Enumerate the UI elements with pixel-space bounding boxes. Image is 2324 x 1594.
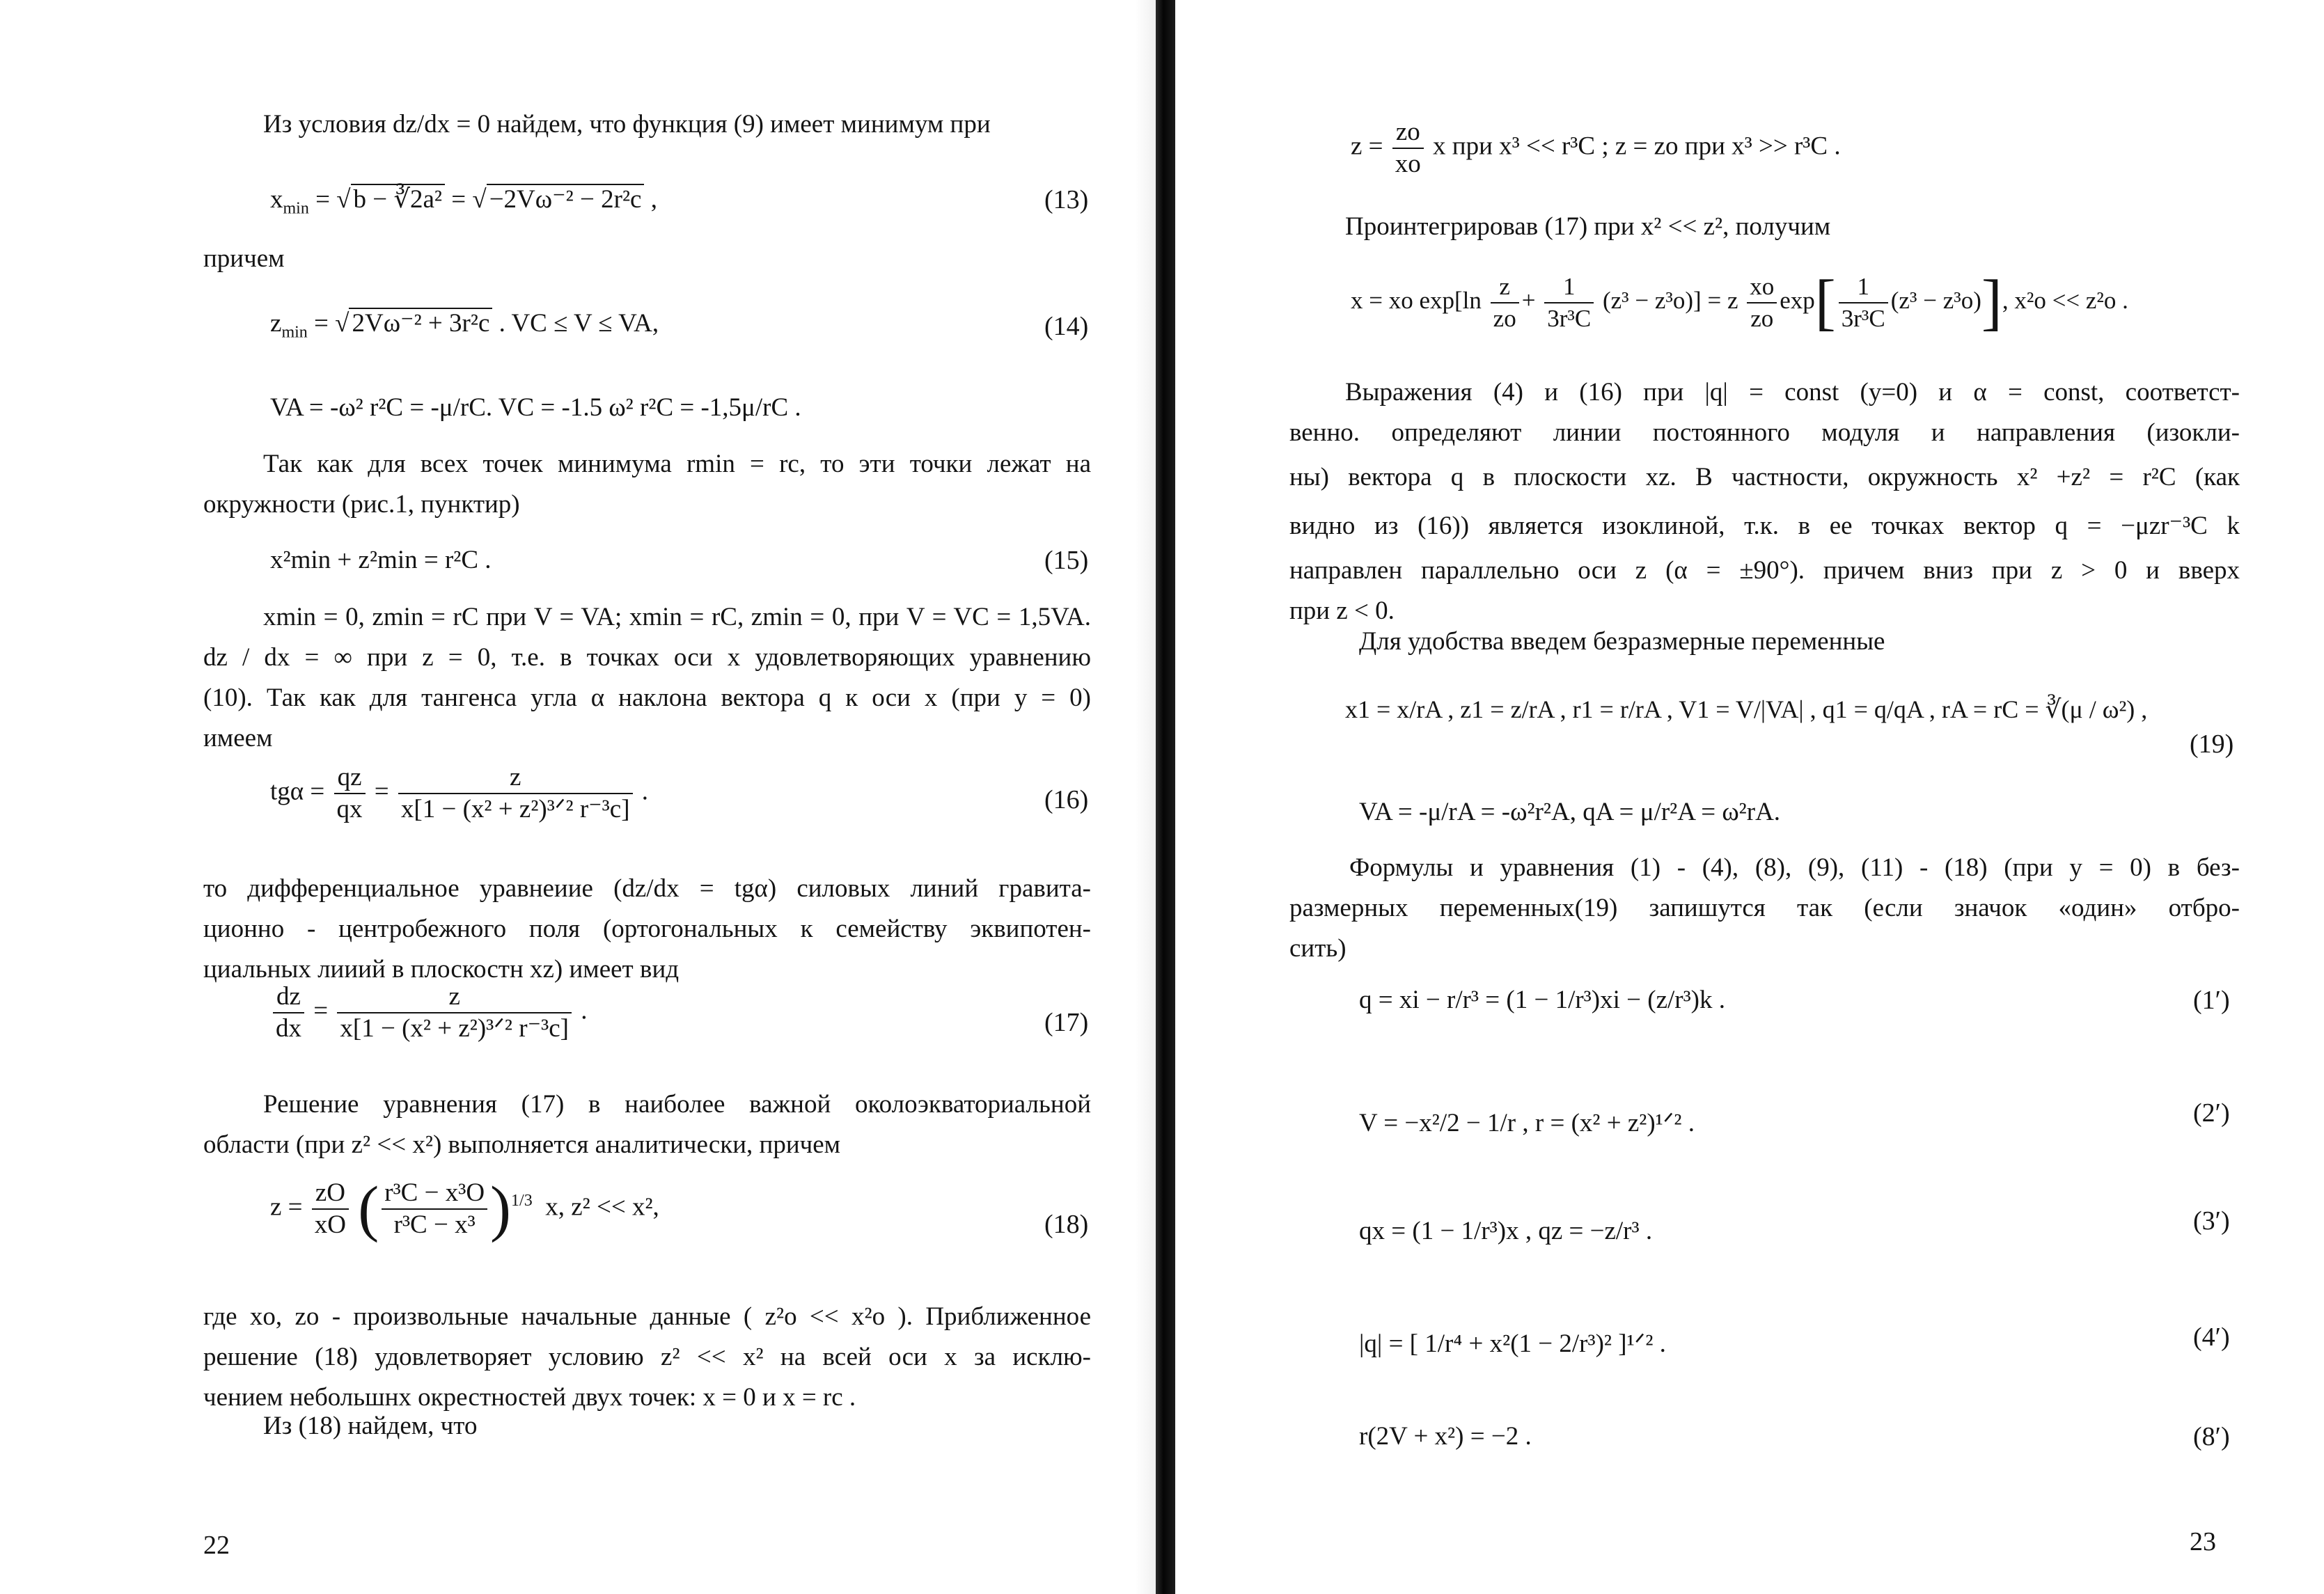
left-p3-line: xmin = 0, zmin = rC при V = VA; xmin = rC, zmin = 0, при V = VC = 1,5VA. [263,603,1091,631]
left-paragraph-1: Из условия dz/dx = 0 найдем, что функция (9) имеет минимум при [263,110,991,139]
eq18-number: (18) [1044,1210,1089,1239]
eq16-fraction-1 [334,762,366,825]
equation-14: $z_{min}$ = √ 2Vω⁻² + 3r²c . VC ≤ V ≤ VA, [270,309,659,342]
right-p4-line: сить) [1289,934,1346,963]
left-p3-line: имеем [203,724,273,752]
eq-top-den: xo [1395,150,1421,178]
left-paragraph-2 [203,444,1091,525]
equation-16: tgα = $\frac{qz}{qx}$ = $\frac{z}{\text{x[1 − (x² + z²)³ᐟ² r⁻³c]}}$ . [270,763,649,823]
eq17-f2-num: z [337,981,572,1013]
left-paragraph-3 [203,597,1091,759]
right-p2-line: видно из (16)) является изоклиной, т.к. в ее точках вектор q = −μzr⁻³C k [1289,512,2240,540]
equation-3-prime: qx = (1 − 1/r³)x , qz = −z/r³ . [1359,1217,1653,1245]
equation-15: x²min + z²min = r²C . [270,546,492,574]
left-paragraph-4 [203,869,1091,990]
right-p4-line: размерных переменных(19) запишутся так (если значок «один» отбро- [1289,894,2240,922]
eq-exp-fraction-4 [1839,271,1888,334]
equation-13: $x_{min}$ = √ b − ∛2a² = √ −2Vω⁻² − 2r²c , [270,185,657,218]
eq17-number: (17) [1044,1008,1089,1037]
equation-17: $\frac{dz}{dx}$ = $\frac{z}{\text{x[1 − (x² + z²)³ᐟ² r⁻³c]}}$ . [270,981,587,1044]
eq-exp-f4-num: 1 [1839,271,1888,303]
right-page [1184,0,2324,1594]
eq13-lhs-sub: min [283,199,309,218]
eq-exp-text3: exp [1780,287,1815,315]
right-paragraph-4 [1289,848,2240,969]
left-p4-line: циальных лииий в плоскостн xz) имеет вид [203,955,680,984]
left-p6-line: решение (18) удовлетворяет условию z² << x² на всей оси x за исклю- [203,1343,1091,1371]
eq1p-number: (1′) [2193,986,2230,1015]
left-paragraph-7: Из (18) найдем, что [263,1412,478,1440]
eq14-lhs-sub: min [281,323,308,342]
eq-exp-fraction-2 [1544,271,1594,334]
eq8p-number: (8′) [2193,1422,2230,1451]
eq18-exponent: 1/3 [511,1192,533,1210]
equation-18 [270,1174,659,1243]
eq-exp-tail: , x²o << z²o . [2002,287,2128,315]
right-p2-line: ны) вектора q в плоскости xz. В частности, окружность x² +z² = r²C (как [1289,463,2240,491]
eq-exp-f3-num: xo [1747,271,1777,303]
eq18-paren-close: ) [490,1174,512,1243]
eq18-f1-num: zO [312,1178,349,1210]
eq18-lhs: z = [270,1192,303,1222]
equation-exp: x = xo exp[ln $\frac{z}{zo}$ + $\frac{1}{\text{3r³C}}$ (z³ − z³o)] = z $\frac{xo}{zo}$ exp[ $\frac{1}{\text{3r³C}}$ (z³ − z³o)], x²o << z²o . [1351,268,2128,337]
eq18-f1-den: xO [314,1210,347,1239]
eq4p-number: (4′) [2193,1323,2230,1352]
eq16-f2-num: z [398,762,633,794]
va-vc-line: VA = -ω² r²C = -μ/rC. VC = -1.5 ω² r²C = -1,5μ/rC . [270,393,801,422]
eq-top-fraction [1392,117,1424,180]
eq14-rhs: 2Vω⁻² + 3r²c [349,308,492,338]
left-p3-line: (10). Так как для тангенса угла α наклона вектора q к оси x (при y = 0) [203,684,1091,712]
eq-exp-text4: (z³ − z³o) [1890,287,1981,315]
eq-exp-text1: x = xo exp[ln [1351,287,1482,315]
eq3p-number: (3′) [2193,1206,2230,1236]
right-p4-line: Формулы и уравнения (1) - (4), (8), (9), (11) - (18) (при y = 0) в без- [1349,853,2240,882]
eq16-lhs: tgα = [270,777,325,806]
eq17-fraction-1 [273,981,304,1044]
right-p2-line: венно. определяют линии постоянного модуля и направления (изокли- [1289,418,2240,447]
eq17-f1-den: dx [276,1014,301,1043]
eq18-f2-den: r³C − x³ [393,1210,476,1239]
right-paragraph-1: Проинтегрировав (17) при x² << z², получим [1345,212,1831,241]
eq-exp-f1-den: zo [1493,305,1516,332]
eq17-f1-num: dz [273,981,304,1013]
eq-exp-f1-num: z [1491,271,1519,303]
eq14-lhs: z [270,309,282,338]
page-number-left: 22 [203,1531,230,1560]
eq2p-number: (2′) [2193,1098,2230,1128]
left-paragraph-6 [203,1297,1091,1418]
eq16-f1-den: qx [336,795,363,823]
prichem-label: причем [203,244,285,273]
eq-exp-bracket-close: ] [1981,268,2002,337]
eq16-fraction-2 [398,762,633,825]
eq-top-text: x при x³ << r³C ; z = zo при x³ >> r³C . [1433,132,1841,161]
eq14-number: (14) [1044,312,1089,341]
page-number-right: 23 [2190,1527,2216,1556]
eq14-tail: . VC ≤ V ≤ VA, [498,309,659,338]
eq-top-lhs: z = [1351,132,1383,161]
left-p2-line: Так как для всех точек минимума rmin = rc, то эти точки лежат на [263,450,1091,478]
equation-z-approx [1351,117,1841,180]
book-spine [1156,0,1175,1594]
left-p2-line: окружности (рис.1, пунктир) [203,490,520,519]
left-p5-line: Решение уравнения (17) в наиболее важной околоэкваториальной [263,1090,1091,1119]
equation-1-prime: q = xi − r/r³ = (1 − 1/r³)xi − (z/r³)k . [1359,986,1726,1014]
equation-8-prime: r(2V + x²) = −2 . [1359,1422,1532,1451]
eq16-f1-num: qz [334,762,366,794]
eq13-rhs1: b − ∛2a² [351,184,445,214]
eq-exp-fraction-1 [1491,271,1519,334]
eq18-fraction-1 [312,1178,349,1240]
right-paragraph-2 [1289,372,2240,631]
eq18-paren-open: ( [358,1174,379,1243]
equation-19: x1 = x/rA , z1 = z/rA , r1 = r/rA , V1 = V/|VA| , q1 = q/qA , rA = rC = ∛(μ / ω²) , [1345,695,2148,723]
left-p6-line: чением небольшнх окрестностей двух точек: x = 0 и x = rc . [203,1383,856,1412]
equation-2-prime: V = −x²/2 − 1/r , r = (x² + z²)¹ᐟ² . [1359,1109,1695,1137]
eq13-rhs2: −2Vω⁻² − 2r²c [487,184,645,214]
right-va-line: VA = -μ/rA = -ω²r²A, qA = μ/r²A = ω²rA. [1359,798,1781,826]
left-paragraph-5 [203,1084,1091,1165]
eq17-f2-den: x[1 − (x² + z²)³ᐟ² r⁻³c] [340,1014,569,1043]
eq-exp-text2: (z³ − z³o)] = z [1602,287,1738,315]
eq-exp-bracket-open: [ [1814,268,1836,337]
equation-4-prime: |q| = [ 1/r⁴ + x²(1 − 2/r³)² ]¹ᐟ² . [1359,1329,1666,1358]
right-p2-line: направлен параллельно оси z (α = ±90°). причем вниз при z > 0 и вверх [1289,556,2240,585]
eq13-number: (13) [1044,185,1089,214]
eq19-number: (19) [2190,729,2234,759]
eq-top-num: zo [1392,117,1424,149]
eq13-lhs: x [270,185,283,214]
eq16-number: (16) [1044,785,1089,814]
eq17-fraction-2 [337,981,572,1044]
left-p4-line: ционно - центробежного поля (ортогональных к семейству эквипотен- [203,915,1091,943]
eq-exp-f2-den: 3r³C [1547,305,1592,332]
eq15-number: (15) [1044,546,1089,575]
left-page [0,0,1142,1594]
eq18-f2-num: r³C − x³O [382,1178,487,1210]
eq-exp-fraction-3 [1747,271,1777,334]
eq-exp-f4-den: 3r³C [1841,305,1885,332]
eq-exp-f2-num: 1 [1544,271,1594,303]
left-p4-line: то дифференциальное уравнеиие (dz/dx = tgα) силовых линий гравита- [203,874,1091,903]
eq18-tail: x, z² << x², [545,1192,659,1222]
left-p5-line: области (при z² << x²) выполняется аналитически, причем [203,1130,841,1159]
right-p2-line: Выражения (4) и (16) при |q| = const (y=0) и α = const, соответст- [1345,378,2240,407]
right-paragraph-3: Для удобства введем безразмерные переменные [1359,627,1885,656]
eq-exp-f3-den: zo [1750,305,1774,332]
eq16-f2-den: x[1 − (x² + z²)³ᐟ² r⁻³c] [400,795,630,823]
left-p3-line: dz / dx = ∞ при z = 0, т.е. в точках оси x удовлетворяющих уравнению [203,643,1091,672]
right-p2-line: при z < 0. [1289,597,1395,625]
left-p6-line: где xo, zo - произвольные начальные данные ( z²o << x²o ). Приближенное [203,1302,1091,1331]
eq18-fraction-2 [382,1178,487,1240]
